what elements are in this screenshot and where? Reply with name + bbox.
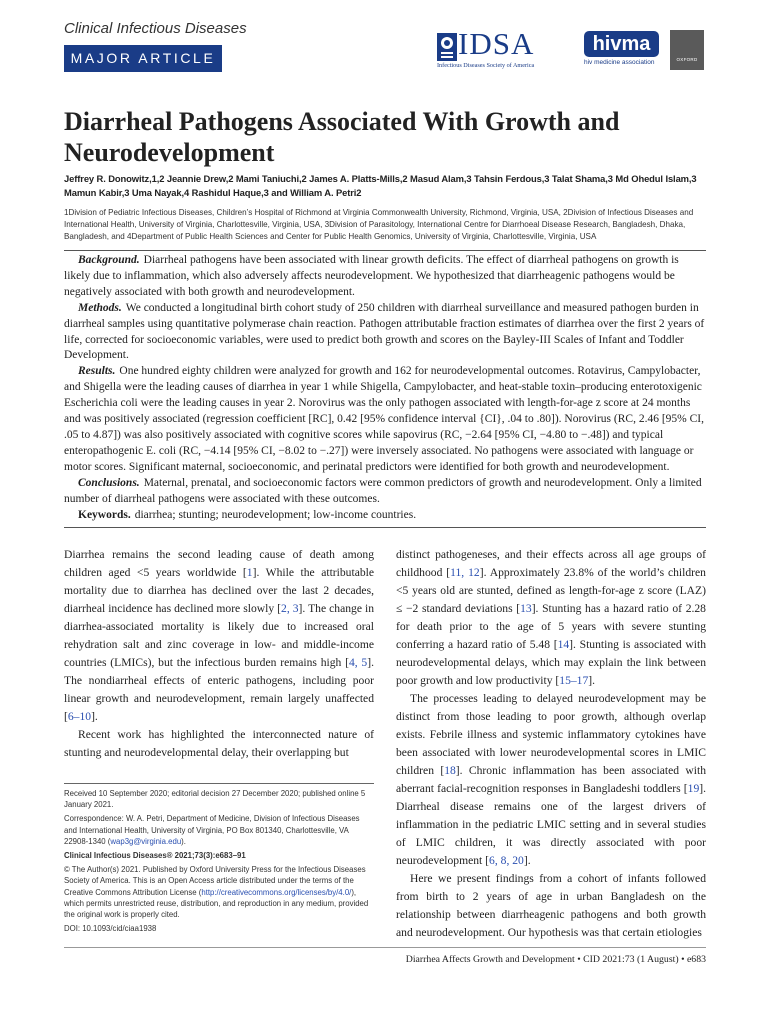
abstract — [64, 253, 706, 523]
results-label: Results. — [78, 365, 116, 378]
footnotes — [64, 788, 374, 937]
methods-text: We conducted a longitudinal birth cohort study of 250 children with diarrheal surveillance and measured pathogen burden in diarrheal samples using quantitative polymerase chain reaction. Pathogen attributable fraction estimates of diarrhea over the first 2 years of life, corrected for socioeconomic variables, were used to predict both growth and scores on the Bayley-III Scales of Infant and Toddler Development. — [64, 301, 705, 362]
body-column-right — [396, 546, 706, 942]
citation-link[interactable]: 11, 12 — [450, 566, 480, 579]
idsa-emblem-icon — [436, 32, 458, 62]
hivma-logo — [584, 31, 662, 69]
citation-link[interactable]: 6, 8, 20 — [489, 854, 524, 867]
citation-link[interactable]: 19 — [687, 782, 700, 795]
hivma-logo-subtitle: hiv medicine association — [584, 59, 655, 66]
correspondence: Correspondence: W. A. Petri, Department of Medicine, Division of Infectious Diseases and International Health, University of Virginia, PO Box 801340, Charlottesville, VA 22908-1340 (wap3g@virginia.edu). — [64, 814, 360, 846]
journal-reference: Clinical Infectious Diseases® 2021;73(3):e683–91 — [64, 851, 246, 861]
footer-rule — [64, 947, 706, 948]
citation-link[interactable]: 6–10 — [67, 710, 92, 723]
idsa-logo — [436, 26, 576, 70]
citation-link[interactable]: 18 — [444, 764, 456, 777]
doi: DOI: 10.1093/cid/ciaa1938 — [64, 924, 157, 934]
paragraph: Recent work has highlighted the interconnected nature of stunting and neurodevelopmental delay, their overlapping but — [64, 728, 374, 759]
citation-link[interactable]: 2, 3 — [281, 602, 299, 615]
idsa-logo-text: IDSA — [458, 26, 535, 61]
hivma-logo-text: hivma — [584, 31, 659, 57]
abstract-results — [64, 364, 706, 475]
paragraph: The processes leading to delayed neurodevelopment may be distinct from those leading to poor growth, although overlap exists. Febrile illness and systemic inflammatory cytokines have been associated with lower neurodevelopmental scores in LMIC children [18]. Chronic inflammation has been associated with aberrant facial-recognition responses in Bangladeshi toddlers [19]. Diarrheal disease remains one of the largest drivers of inflammation in the pediatric LMIC setting and in several studies of LMIC children, it was directly associated with poor neurodevelopment [6, 8, 20]. — [396, 692, 706, 867]
citation-link[interactable]: 4, 5 — [348, 656, 368, 669]
keywords-text: diarrhea; stunting; neurodevelopment; low-income countries. — [134, 508, 417, 521]
license-link[interactable]: http://creativecommons.org/licenses/by/4.0/ — [201, 887, 352, 897]
citation-link[interactable]: 1 — [246, 566, 253, 579]
body-column-left — [64, 546, 374, 762]
page-footer: Diarrhea Affects Growth and Development • CID 2021:73 (1 August) • e683 — [405, 954, 706, 965]
results-text: One hundred eighty children were analyzed for growth and 162 for neurodevelopmental outcomes. Rotavirus, Campylobacter, and Shigella were the leading causes of diarrhea in year 1 while Shigella, Campylobacter, and heat-stable toxin–producing enterotoxigenic Escherichia coli were the leading causes in year 2. Norovirus was the only pathogen associated with length-for-age z score at 24 months and was positively associated (regression coefficient [RC], 0.42 [95% confidence interval {CI}, .04 to .80]). Norovirus (RC, 2.46 [95% CI, .05 to 4.87]) was also positively associated with cognitive scores while sapovirus (RC, −2.64 [95% CI, −4.80 to −.48]) and typical enteropathogenic E. coli (RC, −4.14 [95% CI, −8.02 to −.27]) were inversely associated. No pathogens were associated with language or motor scores. Significant maternal, socioeconomic, and perinatal predictors were identified for both growth and neurodevelopment. — [64, 365, 704, 473]
citation-link[interactable]: 14 — [557, 638, 570, 651]
idsa-logo-subtitle: Infectious Diseases Society of America — [437, 62, 535, 69]
abstract-keywords — [64, 508, 706, 524]
abstract-methods — [64, 301, 706, 365]
affiliations: 1Division of Pediatric Infectious Diseases, Children’s Hospital of Richmond at Virginia Commonwealth University, Richmond, Virginia, USA, 2Division of Infectious Diseases and International Health, University of Virginia, Charlottesville, Virginia, USA, 3Division of Parasitology, International Centre for Diarrhoeal Disease Research, Bangladesh, Dhaka, Bangladesh, and 4Department of Public Health Sciences and Center for Public Health Genomics, University of Virginia, Charlottesville, Virginia, USA — [64, 208, 694, 242]
email-link[interactable]: wap3g@virginia.edu — [110, 836, 182, 846]
background-label: Background. — [78, 254, 140, 266]
abstract-background — [64, 253, 706, 301]
author-list: Jeffrey R. Donowitz,1,2 Jeannie Drew,2 Mami Taniuchi,2 James A. Platts-Mills,2 Masud Alam,3 Tahsin Ferdous,3 Talat Shama,3 Md Ohedul Islam,3 Mamun Kabir,3 Uma Nayak,4 Rashidul Haque,3 and William A. Petri2 — [64, 173, 697, 198]
keywords-label: Keywords. — [78, 508, 131, 521]
oxford-logo: OXFORD — [670, 30, 704, 70]
methods-label: Methods. — [78, 301, 122, 314]
conclusions-text: Maternal, prenatal, and socioeconomic factors were common predictors of growth and neurodevelopment. Only a limited number of diarrheal pathogens were associated with these outcomes. — [64, 476, 702, 505]
citation-link[interactable]: 15–17 — [559, 674, 589, 687]
received-dates: Received 10 September 2020; editorial decision 27 December 2020; published online 5 January 2021. — [64, 789, 366, 810]
conclusions-label: Conclusions. — [78, 476, 140, 489]
journal-name: Clinical Infectious Diseases — [64, 20, 247, 37]
paragraph: Diarrhea remains the second leading cause of death among children aged <5 years worldwide [1]. While the attributable mortality due to diarrhea has declined over the last 2 decades, diarrheal incidence has declined more slowly [2, 3]. The change in diarrhea-associated mortality is likely due to increased oral rehydration salt and zinc coverage in low- and middle-income countries (LMICs), but the infectious burden remains high [4, 5]. The nondiarrheal effects of enteric pathogens, including poor linear growth and neurodevelopment, remain largely unaffected [6–10]. — [64, 548, 375, 723]
footnote-rule — [64, 783, 374, 784]
paragraph: Here we present findings from a cohort of infants followed from birth to 2 years of age in urban Bangladesh on the relationship between diarrheagenic pathogens and both growth and neurodevelopment. Our hypothesis was that certain etiologies — [396, 872, 706, 939]
abstract-top-rule — [64, 250, 706, 251]
abstract-bottom-rule — [64, 527, 706, 528]
abstract-conclusions — [64, 476, 706, 508]
background-text: Diarrheal pathogens have been associated with linear growth deficits. The effect of diarrheal pathogens on growth is likely due to inflammation, which also adversely affects neurodevelopment. We hypothesized that diarrheagenic pathogens would be negatively associated with both growth and neurodevelopment. — [64, 254, 679, 298]
article-type-banner: MAJOR ARTICLE — [64, 45, 222, 72]
citation-link[interactable]: 13 — [520, 602, 532, 615]
copyright: © The Author(s) 2021. Published by Oxford University Press for the Infectious Diseases Society of America. This is an Open Access article distributed under the terms of the Creative Commons Attribution License (http://creativecommons.org/licenses/by/4.0/), which permits unrestricted reuse, distribution, and reproduction in any medium, provided the original work is properly cited. — [64, 865, 369, 920]
paragraph: distinct pathogeneses, and their effects across all age groups of childhood [11, 12]. Approximately 23.8% of the world’s children <5 years old are stunted, defined as length-for-age z score (LAZ) ≤ −2 standard deviations [13]. Stunting has a hazard ratio of 2.28 for death prior to the age of 5 years with severe stunting conferring a hazard ratio of 5.48 [14]. Stunting is associated with neurodevelopmental delays, which may explain the link between poor growth and low productivity [15–17]. — [396, 548, 707, 687]
article-title: Diarrheal Pathogens Associated With Growth and Neurodevelopment — [64, 107, 620, 167]
